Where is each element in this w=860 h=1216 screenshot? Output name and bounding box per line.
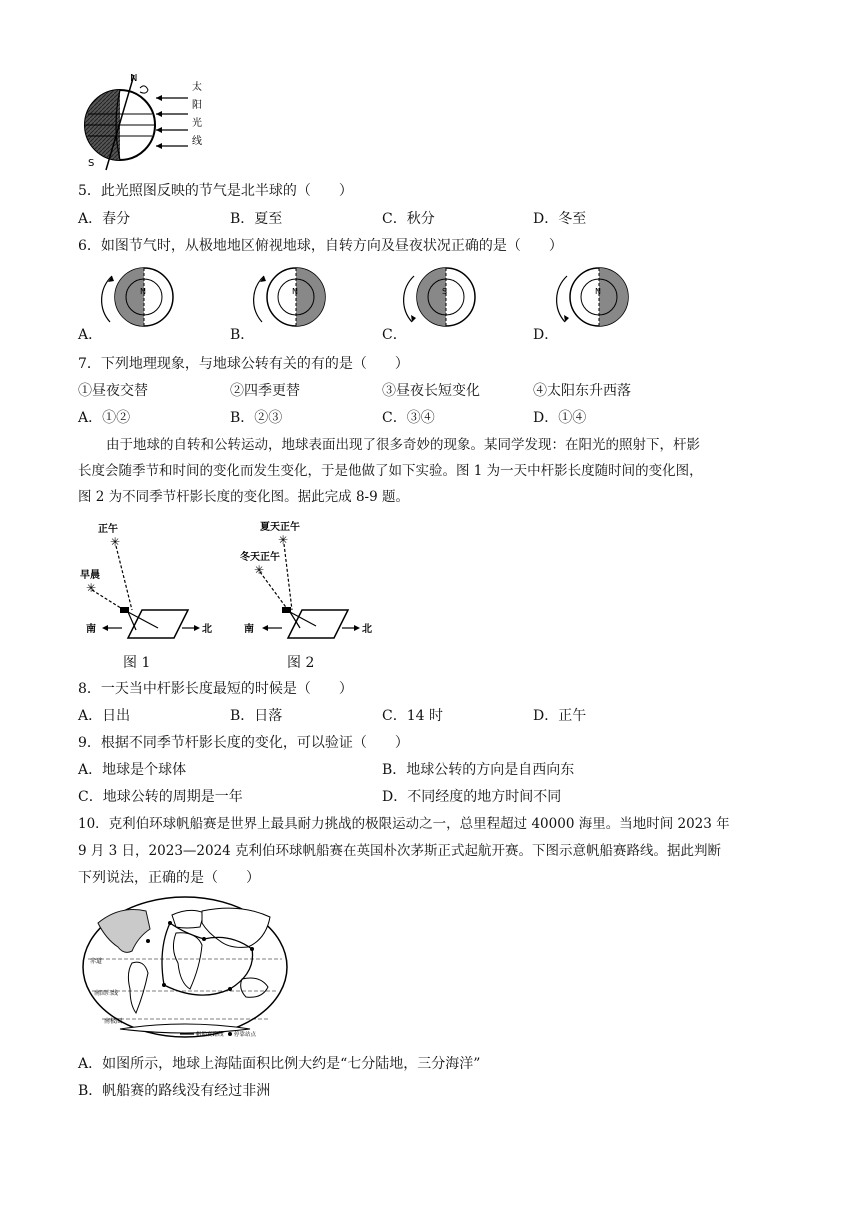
north-label: 北 xyxy=(202,624,212,635)
south-label: 南 xyxy=(86,624,96,635)
sailing-route-world-map xyxy=(80,893,290,1043)
q6-globe-d xyxy=(555,262,635,332)
sunlight-illumination-figure xyxy=(78,70,223,175)
q7-stem: 7．下列地理现象，与地球公转有关的有的是（ ） xyxy=(78,356,409,372)
map-label-tropic: 南回归线 xyxy=(94,990,119,997)
q9-option-b[interactable]: B．地球公转的方向是自西向东 xyxy=(382,762,575,778)
q9-option-a[interactable]: A．地球是个球体 xyxy=(78,762,187,778)
sun-icon: ✳ xyxy=(86,581,97,595)
passage-line-2: 长度会随季节和时间的变化而发生变化，于是他做了如下实验。图 1 为一天中杆影长度随时间的变化图， xyxy=(78,463,703,479)
q5-option-c[interactable]: C．秋分 xyxy=(382,211,435,227)
q10-option-b[interactable]: B．帆船赛的路线没有经过非洲 xyxy=(78,1083,271,1099)
q10-stem-line-3: 下列说法，正确的是（ ） xyxy=(78,870,260,886)
q6-option-a[interactable]: A． xyxy=(78,327,103,343)
q6-stem: 6．如图节气时，从极地地区俯视地球，自转方向及昼夜状况正确的是（ ） xyxy=(78,238,563,254)
sunlight-label-char: 光 xyxy=(192,118,202,129)
legend-stop-label: 停靠站点 xyxy=(234,1032,257,1038)
north-pole-label: N xyxy=(130,73,138,84)
passage-line-1: 由于地球的自转和公转运动，地球表面出现了很多奇妙的现象。某同学发现：在阳光的照射下，杆影 xyxy=(106,437,700,453)
pole-label: N xyxy=(140,287,146,296)
q8-option-a[interactable]: A．日出 xyxy=(78,708,131,724)
q6-globe-a xyxy=(100,262,180,332)
q10-stem-line-1: 10．克利伯环球帆船赛是世界上最具耐力挑战的极限运动之一，总里程超过 40000 海里。当地时间 2023 年 xyxy=(78,816,730,832)
shadow-figure-2 xyxy=(240,518,380,646)
passage-line-3: 图 2 为不同季节杆影长度的变化图。据此完成 8-9 题。 xyxy=(78,489,409,505)
q7-option-d[interactable]: D．①④ xyxy=(533,410,587,426)
q7-option-c[interactable]: C．③④ xyxy=(382,410,435,426)
q5-option-d[interactable]: D．冬至 xyxy=(533,211,587,227)
pole-label: N xyxy=(595,287,601,296)
figure-2-caption: 图 2 xyxy=(287,655,315,671)
north-label: 北 xyxy=(362,624,372,635)
noon-label: 正午 xyxy=(98,524,118,535)
morning-label: 早晨 xyxy=(80,570,100,581)
sunlight-label-char: 线 xyxy=(192,136,202,147)
q10-stem-line-2: 9 月 3 日，2023—2024 克利伯环球帆船赛在英国朴次茅斯正式起航开赛。下图示意帆船赛路线。据此判断 xyxy=(78,843,722,859)
sunlight-label-char: 阳 xyxy=(192,100,202,111)
sunlight-label-char: 太 xyxy=(192,82,202,93)
q5-option-a[interactable]: A．春分 xyxy=(78,211,131,227)
q6-option-d[interactable]: D． xyxy=(533,327,559,343)
q7-option-b[interactable]: B．②③ xyxy=(230,410,283,426)
q10-option-a[interactable]: A．如图所示，地球上海陆面积比例大约是“七分陆地，三分海洋” xyxy=(78,1056,481,1072)
figure-1-caption: 图 1 xyxy=(123,655,151,671)
q6-option-c[interactable]: C． xyxy=(382,327,407,343)
q8-stem: 8．一天当中杆影长度最短的时候是（ ） xyxy=(78,681,353,697)
q8-option-c[interactable]: C．14 时 xyxy=(382,708,443,724)
sun-icon: ✳ xyxy=(110,535,121,549)
q6-globe-c xyxy=(402,262,482,332)
q9-option-c[interactable]: C．地球公转的周期是一年 xyxy=(78,789,243,805)
q6-globe-b xyxy=(252,262,332,332)
q5-option-b[interactable]: B．夏至 xyxy=(230,211,283,227)
q8-option-b[interactable]: B．日落 xyxy=(230,708,283,724)
q9-stem: 9．根据不同季节杆影长度的变化，可以验证（ ） xyxy=(78,735,409,751)
q7-item-2: ②四季更替 xyxy=(230,383,300,399)
q6-option-b[interactable]: B． xyxy=(230,327,255,343)
legend-route-label: 帆船赛路线 xyxy=(196,1032,224,1038)
shadow-figure-1 xyxy=(80,518,220,646)
pole-label: S xyxy=(442,287,448,296)
sun-icon: ✳ xyxy=(278,533,289,547)
q9-option-d[interactable]: D．不同经度的地方时间不同 xyxy=(382,789,562,805)
q8-option-d[interactable]: D．正午 xyxy=(533,708,587,724)
south-pole-label: S xyxy=(88,158,95,169)
pole-label: N xyxy=(292,287,298,296)
summer-noon-label: 夏天正午 xyxy=(260,522,300,533)
south-label: 南 xyxy=(244,624,254,635)
q7-option-a[interactable]: A．①② xyxy=(78,410,131,426)
sun-icon: ✳ xyxy=(254,563,265,577)
q7-item-3: ③昼夜长短变化 xyxy=(382,383,480,399)
q7-item-1: ①昼夜交替 xyxy=(78,383,148,399)
map-label-antarctic-circle: 南极圈 xyxy=(104,1018,123,1025)
q5-stem: 5．此光照图反映的节气是北半球的（ ） xyxy=(78,183,353,199)
winter-noon-label: 冬天正午 xyxy=(240,552,280,563)
q7-item-4: ④太阳东升西落 xyxy=(533,383,631,399)
map-label-equator: 赤道 xyxy=(90,958,103,965)
